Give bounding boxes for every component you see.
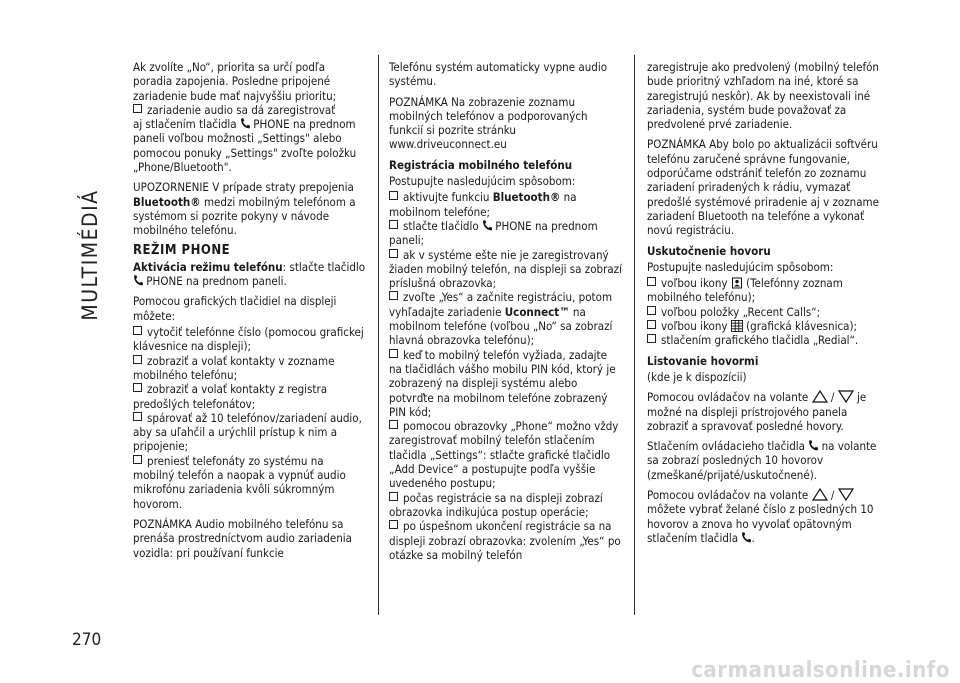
- list-item: ak v systéme ešte nie je zaregistrovaný žiaden mobilný telefón, na displeji sa zobrazí príslušná obrazovka;: [389, 247, 622, 291]
- checkbox-bullet-icon: [647, 277, 656, 286]
- checkbox-bullet-icon: [133, 104, 142, 113]
- phonebook-icon: [731, 277, 743, 289]
- phone-icon: [808, 440, 818, 451]
- keypad-icon: [731, 320, 743, 332]
- column-3: [647, 60, 882, 551]
- checkbox-bullet-icon: [389, 191, 398, 200]
- checkbox-bullet-icon: [647, 320, 656, 329]
- list-item: po úspešnom ukončení registrácie sa na displeji zobrazí obrazovka: zvolením „Yes“ po otázke sa mobilný telefón: [389, 519, 621, 562]
- intro: Postupujte nasledujúcim spôsobom:: [389, 174, 576, 189]
- paragraph: Pomocou ovládačov na volante / je možné na displeji prístrojového panela zobraziť a spravovať posledné hovory.: [647, 390, 867, 433]
- note: POZNÁMKA Audio mobilného telefónu sa prenáša prostredníctvom audio zariadenia vozidla: pri používaní funkcie: [133, 516, 353, 560]
- section-title: MULTIMÉDIÁ: [78, 189, 102, 321]
- phone-icon: [482, 220, 492, 231]
- subsection-heading: Listovanie hovormi: [647, 353, 759, 368]
- watermark: carmanualsonline.info: [691, 658, 950, 683]
- list-item: preniesť telefonáty zo systému na mobilný telefón a naopak a vypnúť audio mikrofónu zariadenia kvôli súkromným hovorom.: [133, 453, 346, 511]
- arrow-up-icon: [812, 488, 828, 501]
- section-heading: REŽIM PHONE: [133, 242, 231, 258]
- column-divider: [634, 55, 635, 615]
- phone-icon: [133, 275, 143, 286]
- checkbox-bullet-icon: [647, 334, 656, 343]
- column-2: [389, 60, 622, 562]
- section-title-vertical: [80, 180, 100, 330]
- list-item: pomocou obrazovky „Phone“ možno vždy zaregistrovať mobilný telefón stlačením tlačidla „Settings“: stlačte grafické tlačidlo „Add Device“ a postupujte podľa vyššie uvedeného postupu;: [389, 419, 619, 491]
- checkbox-bullet-icon: [389, 349, 398, 358]
- checkbox-bullet-icon: [389, 420, 398, 429]
- list-item: zariadenie audio sa dá zaregistrovať: [133, 103, 366, 117]
- list-item: vytočiť telefónne číslo (pomocou grafickej klávesnice na displeji);: [133, 325, 364, 354]
- warning: UPOZORNENIE V prípade straty prepojenia Bluetooth® medzi mobilným telefónom a systémom si pozrite pokyny v návode mobilného telefónu.: [133, 180, 356, 238]
- list-item: voľbou položky „Recent Calls“;: [647, 305, 882, 319]
- list-item: zobraziť a volať kontakty v zozname mobilného telefónu;: [133, 353, 335, 382]
- checkbox-bullet-icon: [389, 291, 398, 300]
- arrow-down-icon: [838, 488, 854, 501]
- arrow-up-icon: [812, 390, 828, 403]
- list-item: spárovať až 10 telefónov/zariadení audio, aby sa uľahčil a urýchlil prístup k nim a pripojenie;: [133, 410, 362, 454]
- checkbox-bullet-icon: [133, 412, 142, 421]
- list-item: zvoľte „Yes“ a začnite registráciu, potom vyhľadajte zariadenie Uconnect™ na mobilnom telefóne (voľbou „No“ sa zobrazí hlavná obrazovka telefónu);: [389, 290, 613, 348]
- list-item: zobraziť a volať kontakty z registra predošlých telefonátov;: [133, 382, 328, 411]
- feature-list: [133, 325, 366, 511]
- list-item: keď to mobilný telefón vyžiada, zadajte na tlačidlách vášho mobilu PIN kód, ktorý je zobrazený na displeji systému alebo potvrďte na mobilnom telefóne zobrazený PIN kód;: [389, 347, 616, 419]
- paragraph: Stlačením ovládacieho tlačidla na volante sa zobrazí posledných 10 hovorov (zmeškané/prijaté/uskutočnené).: [647, 439, 877, 482]
- checkbox-bullet-icon: [133, 355, 142, 364]
- note: POZNÁMKA Aby bolo po aktualizácii softvéru telefónu zaručené správne fungovanie, odporúčame odstrániť telefón zo zoznamu zariadení priradených k rádiu, vymazať predošlé systémové priradenie aj v zozname zariadení Bluetooth na telefóne a vykonať novú registráciu.: [647, 137, 880, 238]
- phone-icon: [240, 118, 250, 129]
- paragraph: Pomocou grafických tlačidiel na displeji môžete:: [133, 294, 337, 323]
- list-item: počas registrácie sa na displeji zobrazí obrazovka indikujúca postup operácie;: [389, 490, 603, 519]
- paragraph: zaregistruje ako predvolený (mobilný telefón bude prioritný vzhľadom na iné, ktoré sa zaregistrujú neskôr). Ak by neexistovali iné zariadenia, systém bude považovať za predvolené prvé zariadenie.: [647, 60, 879, 132]
- checkbox-bullet-icon: [133, 326, 142, 335]
- paragraph: Pomocou ovládačov na volante / môžete vybrať želané číslo z posledných 10 hovorov a znova ho vyvolať opätovným stlačením tlačidla .: [647, 488, 874, 545]
- paragraph: (kde je k dispozícii): [647, 369, 747, 384]
- intro: Postupujte nasledujúcim spôsobom:: [647, 259, 834, 274]
- list-item-continuation: aj stlačením tlačidla PHONE na prednom paneli voľbou možnosti „Settings" alebo pomocou ponuky „Settings" zvoľte položku „Phone/Bluetooth".: [133, 117, 357, 175]
- list-item: aktivujte funkciu Bluetooth® na mobilnom telefóne;: [389, 190, 577, 219]
- list-item: voľbou ikony (grafická klávesnica);: [647, 319, 882, 333]
- activation-text: Aktivácia režimu telefónu: stlačte tlačidlo PHONE na prednom paneli.: [133, 259, 366, 289]
- paragraph: Telefónu systém automaticky vypne audio systému.: [389, 60, 608, 89]
- arrow-down-icon: [838, 390, 854, 403]
- column-divider: [378, 55, 379, 615]
- checkbox-bullet-icon: [133, 455, 142, 464]
- list-item: voľbou ikony (Telefónny zoznam mobilného telefónu);: [647, 276, 843, 305]
- paragraph: Ak zvolíte „No“, priorita sa určí podľa poradia zapojenia. Posledne pripojené zariadenie bude mať najvyššiu prioritu;: [133, 60, 337, 103]
- page-number: 270: [72, 630, 102, 650]
- checkbox-bullet-icon: [389, 492, 398, 501]
- checkbox-bullet-icon: [133, 383, 142, 392]
- note: POZNÁMKA Na zobrazenie zoznamu mobilných telefónov a podporovaných funkcií si pozrite stránku www.driveuconnect.eu: [389, 94, 588, 152]
- checkbox-bullet-icon: [389, 520, 398, 529]
- phone-icon: [741, 532, 751, 543]
- subsection-heading: Uskutočnenie hovoru: [647, 243, 771, 258]
- list-item: stlačením grafického tlačidla „Redial“.: [647, 333, 882, 347]
- checkbox-bullet-icon: [389, 220, 398, 229]
- checkbox-bullet-icon: [389, 249, 398, 258]
- list-item: stlačte tlačidlo PHONE na prednom paneli;: [389, 218, 598, 248]
- subsection-heading: Registrácia mobilného telefónu: [389, 157, 573, 172]
- checkbox-bullet-icon: [647, 306, 656, 315]
- column-1: [133, 60, 366, 566]
